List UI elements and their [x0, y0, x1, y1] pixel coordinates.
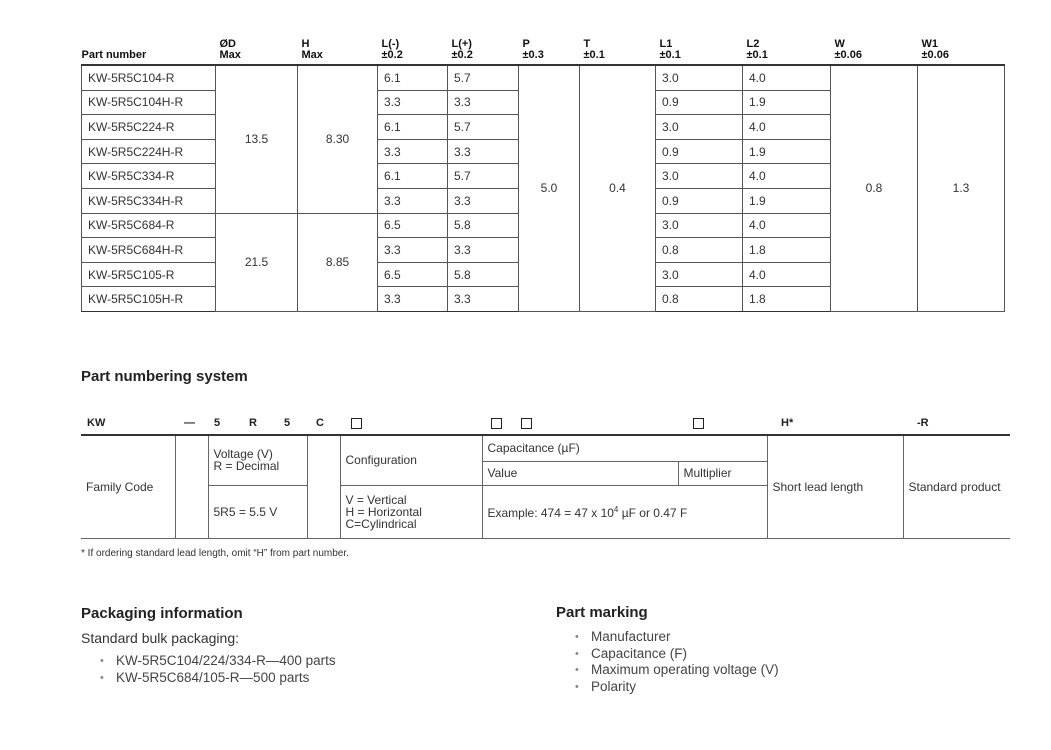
family-code-cell: Family Code	[81, 435, 175, 538]
header-l-minus: L(-) ±0.2	[378, 30, 448, 65]
l2-cell: 1.8	[743, 238, 831, 263]
l1-cell: 0.9	[656, 139, 743, 164]
dimensions-table	[81, 30, 1005, 312]
l-plus-cell: 5.7	[448, 115, 519, 140]
spacer-cell	[175, 435, 208, 538]
l-minus-cell: 3.3	[378, 139, 448, 164]
l-plus-cell: 5.7	[448, 164, 519, 189]
l1-cell: 3.0	[656, 65, 743, 90]
od-cell: 13.5	[216, 65, 298, 213]
packaging-list	[100, 653, 336, 686]
table-row	[82, 65, 1005, 90]
l1-cell: 3.0	[656, 262, 743, 287]
code-kw: KW	[87, 417, 106, 429]
part-marking-list	[575, 629, 779, 695]
t-cell: 0.4	[580, 65, 656, 311]
code-h: H*	[781, 417, 794, 429]
header-l2: L2 ±0.1	[743, 30, 831, 65]
part-number-cell: KW-5R5C104H-R	[82, 90, 216, 115]
od-cell: 21.5	[216, 213, 298, 311]
w-cell: 0.8	[831, 65, 918, 311]
part-number-cell: KW-5R5C224H-R	[82, 139, 216, 164]
l2-cell: 1.9	[743, 139, 831, 164]
capacitance-square-icon	[491, 418, 502, 432]
l2-cell: 1.9	[743, 90, 831, 115]
header-w: W ±0.06	[831, 30, 918, 65]
l1-cell: 0.9	[656, 90, 743, 115]
part-number-code-row	[81, 417, 1010, 431]
l-plus-cell: 3.3	[448, 90, 519, 115]
l2-cell: 4.0	[743, 262, 831, 287]
configuration-options-cell: V = Vertical H = Horizontal C=Cylindrical	[340, 485, 482, 538]
code-5: 5	[214, 417, 221, 429]
table-header-row	[82, 30, 1005, 65]
l-minus-cell: 6.1	[378, 115, 448, 140]
part-number-cell: KW-5R5C334H-R	[82, 188, 216, 213]
config-square-icon	[351, 418, 362, 432]
l2-cell: 4.0	[743, 115, 831, 140]
l-plus-cell: 5.7	[448, 65, 519, 90]
part-numbering-table	[81, 434, 1010, 539]
voltage-label-cell: Voltage (V) R = Decimal	[208, 435, 307, 485]
voltage-example-cell: 5R5 = 5.5 V	[208, 485, 307, 538]
l1-cell: 0.8	[656, 238, 743, 263]
configuration-cell: Configuration	[340, 435, 482, 485]
l-minus-cell: 6.1	[378, 65, 448, 90]
packaging-subtitle: Standard bulk packaging:	[81, 630, 239, 646]
l-minus-cell: 6.5	[378, 262, 448, 287]
part-marking-title: Part marking	[556, 604, 648, 621]
l-minus-cell: 3.3	[378, 238, 448, 263]
header-p: P ±0.3	[519, 30, 580, 65]
header-t: T ±0.1	[580, 30, 656, 65]
list-item: • Capacitance (F)	[575, 646, 779, 663]
l1-cell: 3.0	[656, 213, 743, 238]
l2-cell: 1.8	[743, 287, 831, 312]
l-minus-cell: 6.5	[378, 213, 448, 238]
l2-cell: 1.9	[743, 188, 831, 213]
header-h: H Max	[298, 30, 378, 65]
l-plus-cell: 3.3	[448, 287, 519, 312]
l2-cell: 4.0	[743, 213, 831, 238]
list-item: • KW-5R5C104/224/334-R—400 parts	[100, 653, 336, 670]
part-number-cell: KW-5R5C684-R	[82, 213, 216, 238]
l1-cell: 3.0	[656, 115, 743, 140]
code-5b: 5	[284, 417, 291, 429]
l-plus-cell: 5.8	[448, 262, 519, 287]
list-item: • Polarity	[575, 679, 779, 696]
l1-cell: 0.9	[656, 188, 743, 213]
list-item: • KW-5R5C684/105-R—500 parts	[100, 670, 336, 687]
list-item: • Manufacturer	[575, 629, 779, 646]
part-number-cell: KW-5R5C224-R	[82, 115, 216, 140]
l-minus-cell: 3.3	[378, 90, 448, 115]
short-lead-cell: Short lead length	[767, 435, 903, 538]
capacitance-square-icon-2	[521, 418, 532, 432]
h-cell: 8.30	[298, 65, 378, 213]
l-minus-cell: 3.3	[378, 287, 448, 312]
l2-cell: 4.0	[743, 164, 831, 189]
spacer-cell-2	[307, 435, 340, 538]
standard-product-cell: Standard product	[903, 435, 1010, 538]
list-item: • Maximum operating voltage (V)	[575, 662, 779, 679]
l1-cell: 3.0	[656, 164, 743, 189]
l-plus-cell: 5.8	[448, 213, 519, 238]
footnote: * If ordering standard lead length, omit “H” from part number.	[81, 548, 349, 559]
l-plus-cell: 3.3	[448, 139, 519, 164]
capacitance-cell: Capacitance (µF)	[482, 435, 767, 461]
part-number-cell: KW-5R5C334-R	[82, 164, 216, 189]
p-cell: 5.0	[519, 65, 580, 311]
code-c: C	[316, 417, 324, 429]
part-number-cell: KW-5R5C684H-R	[82, 238, 216, 263]
w1-cell: 1.3	[918, 65, 1005, 311]
l-minus-cell: 6.1	[378, 164, 448, 189]
part-number-cell: KW-5R5C105-R	[82, 262, 216, 287]
code-dash: —	[184, 417, 195, 429]
code-suffix: -R	[917, 417, 929, 429]
part-numbering-title: Part numbering system	[81, 368, 248, 385]
l1-cell: 0.8	[656, 287, 743, 312]
multiplier-cell: Multiplier	[678, 461, 767, 485]
part-number-cell: KW-5R5C104-R	[82, 65, 216, 90]
value-cell: Value	[482, 461, 678, 485]
l-plus-cell: 3.3	[448, 188, 519, 213]
l2-cell: 4.0	[743, 65, 831, 90]
part-number-cell: KW-5R5C105H-R	[82, 287, 216, 312]
h-cell: 8.85	[298, 213, 378, 311]
header-l1: L1 ±0.1	[656, 30, 743, 65]
header-w1: W1 ±0.06	[918, 30, 1005, 65]
packaging-title: Packaging information	[81, 605, 243, 622]
code-r: R	[249, 417, 257, 429]
l-plus-cell: 3.3	[448, 238, 519, 263]
capacitance-example-cell: Example: 474 = 47 x $10^4$ µF or 0.47 F	[482, 485, 767, 538]
l-minus-cell: 3.3	[378, 188, 448, 213]
header-part-number: Part number	[82, 30, 216, 65]
header-od: ØD Max	[216, 30, 298, 65]
multiplier-square-icon	[693, 418, 704, 432]
header-l-plus: L(+) ±0.2	[448, 30, 519, 65]
